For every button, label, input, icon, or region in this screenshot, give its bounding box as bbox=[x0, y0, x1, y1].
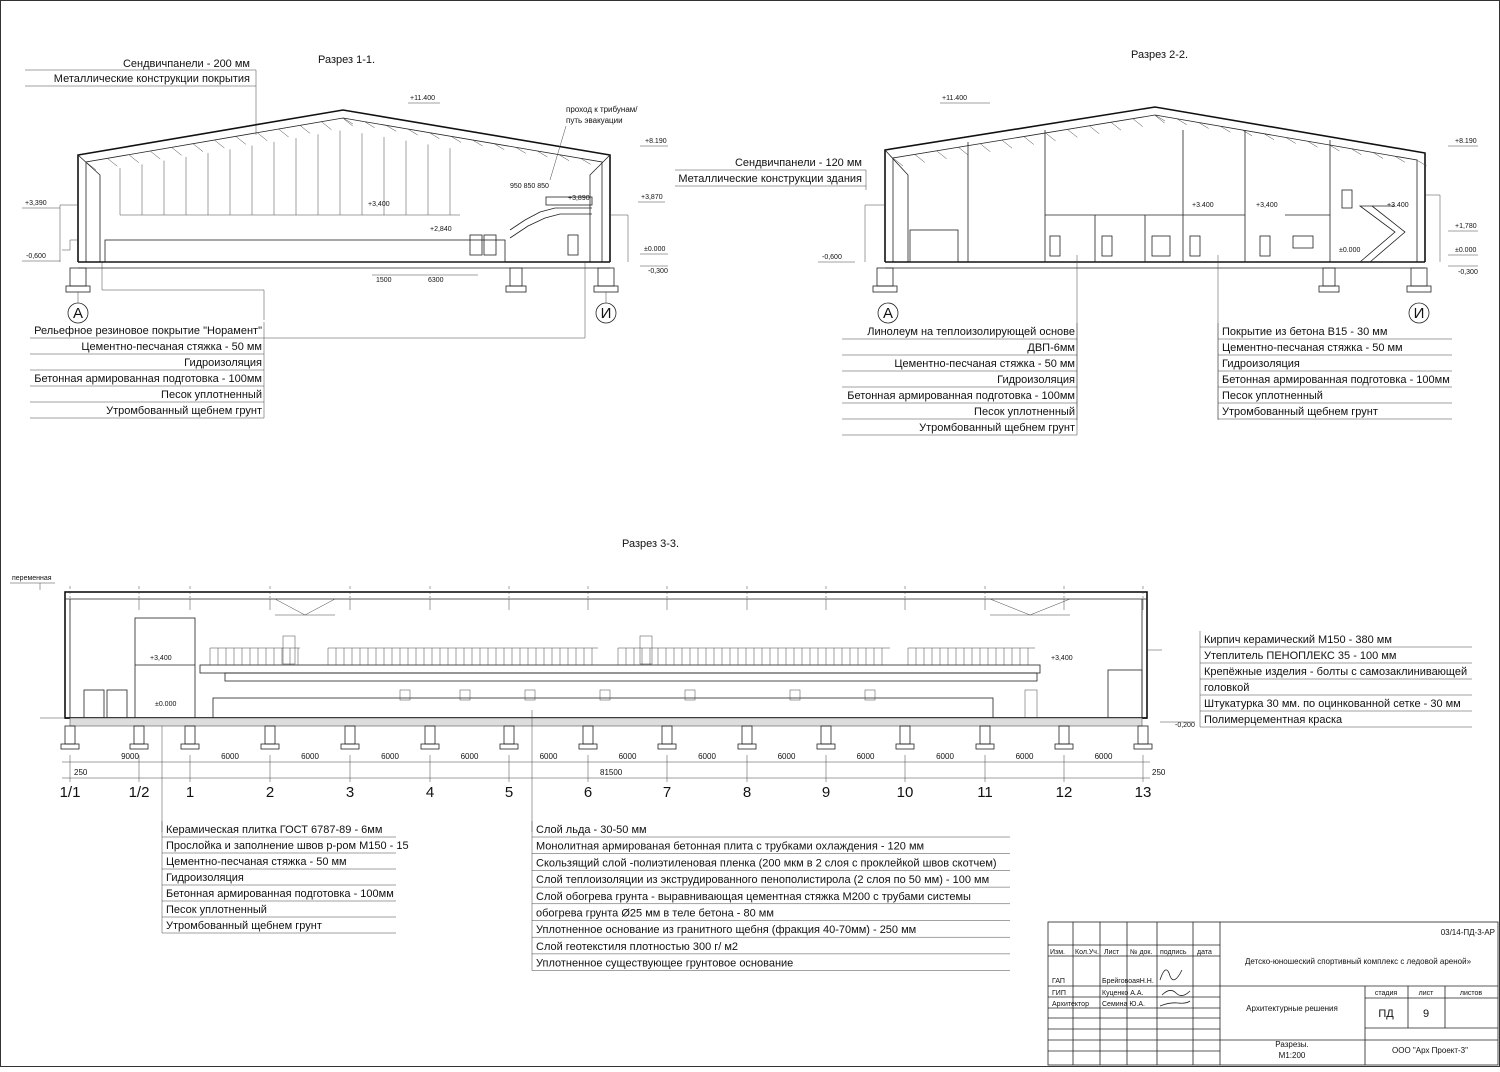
s1-dim-6300: 6300 bbox=[428, 277, 444, 284]
tb-sheet: 9 bbox=[1422, 1008, 1430, 1020]
s1-note-2: путь эвакуации bbox=[566, 116, 623, 125]
axis-a-s2: А bbox=[882, 305, 894, 322]
s3-floor-layer-6: Утромбованный щебнем грунт bbox=[166, 920, 322, 932]
s1-dim-1500: 1500 bbox=[376, 277, 392, 284]
s3-floor-layer-5: Песок уплотненный bbox=[166, 904, 267, 916]
tb-name-1: БрейговоаяН.Н. bbox=[1102, 978, 1154, 985]
s2-wall-label-1: Сендвичпанели - 120 мм bbox=[734, 157, 862, 169]
s3-axis-10: 9 bbox=[821, 784, 831, 801]
s3-level-0: ±0.000 bbox=[155, 701, 177, 708]
s3-dim-3: 6000 bbox=[381, 752, 399, 761]
s3-total-dim: 81500 bbox=[600, 768, 623, 777]
s3-ice-layer-2: Скользящий слой -полиэтиленовая пленка (200 мкм в 2 слоя с проклейкой швов скотчем) bbox=[536, 857, 997, 870]
s3-dim-12: 6000 bbox=[1094, 752, 1113, 761]
tb-h-sign: подпись bbox=[1160, 949, 1187, 956]
s3-level-3400a: +3,400 bbox=[150, 655, 172, 662]
s3-dim-6: 6000 bbox=[618, 752, 637, 761]
s3-axis-14: 13 bbox=[1134, 784, 1152, 801]
s3-axis-9: 8 bbox=[742, 784, 752, 801]
s2-floor-layer-b-3: Бетонная армированная подготовка - 100мм bbox=[1222, 374, 1450, 386]
s3-dim-8: 6000 bbox=[777, 752, 796, 761]
tb-drawing-1: Разрезы. bbox=[1275, 1040, 1309, 1049]
s3-ice-layer-5: обогрева грунта Ø25 мм в теле бетона - 80 мм bbox=[536, 907, 774, 920]
s3-ice-layer-1: Монолитная армированая бетонная плита с трубками охлаждения - 120 мм bbox=[536, 840, 925, 853]
s3-axis-13: 12 bbox=[1055, 784, 1073, 801]
tb-project: Детско-юношеский спортивный комплекс с ледовой ареной» bbox=[1244, 957, 1472, 966]
tb-name-2: Куценко А.А. bbox=[1102, 990, 1144, 997]
tb-h-doc: № док. bbox=[1130, 949, 1153, 956]
tb-sh-stage: стадия bbox=[1374, 990, 1398, 997]
tb-h-list: Лист bbox=[1104, 949, 1120, 956]
tb-h-kol: Кол.Уч. bbox=[1075, 949, 1099, 956]
s1-note-1: проход к трибунам/ bbox=[566, 105, 638, 114]
s2-level-3400c: +3.400 bbox=[1387, 202, 1409, 209]
signature-marks bbox=[1160, 970, 1190, 1006]
s3-dim-9: 6000 bbox=[856, 752, 875, 761]
s3-ice-layer-6: Уплотненное основание из гранитного щебня (фракция 40-70мм) - 250 мм bbox=[536, 924, 917, 937]
s2-floor-layer-b-0: Покрытие из бетона В15 - 30 мм bbox=[1222, 326, 1388, 338]
roof-label-2: Металлические конструкции покрытия bbox=[53, 73, 250, 85]
s3-ice-layer-8: Уплотненное существующее грунтовое основание bbox=[536, 957, 794, 970]
s3-dim-7: 6000 bbox=[698, 752, 716, 761]
section-1-title: Разрез 1-1. bbox=[318, 54, 376, 66]
s3-ice-layer-7: Слой геотекстиля плотностью 300 г/ м2 bbox=[536, 940, 739, 953]
s1-level-3890: +3,890 bbox=[568, 195, 590, 202]
s3-axis-12: 11 bbox=[977, 784, 993, 801]
tb-role-2: ГИП bbox=[1052, 990, 1066, 997]
s3-dim-1: 6000 bbox=[221, 752, 239, 761]
section-3-3 bbox=[10, 538, 1472, 971]
s1-level-8190: +8.190 bbox=[645, 138, 667, 145]
section-3-title: Разрез 3-3. bbox=[622, 538, 680, 550]
s2-floor-layer-a-4: Бетонная армированная подготовка - 100мм bbox=[847, 390, 1075, 402]
s3-axis-6: 5 bbox=[504, 784, 514, 801]
s3-axis-7: 6 bbox=[583, 784, 593, 801]
s2-level-3400a: +3.400 bbox=[1192, 202, 1214, 209]
s2-level-minus03: -0,300 bbox=[1458, 269, 1478, 276]
tb-sh-sheet: лист bbox=[1418, 990, 1434, 997]
axis-i-s2: И bbox=[1413, 305, 1425, 322]
s3-top-label: переменная bbox=[12, 575, 52, 582]
s3-axis-4: 3 bbox=[345, 784, 355, 801]
s3-wall-layer-0: Кирпич керамический М150 - 380 мм bbox=[1204, 634, 1392, 646]
s1-floor-layer-5: Утромбованный щебнем грунт bbox=[106, 405, 262, 417]
s2-floor-layer-a-2: Цементно-песчаная стяжка - 50 мм bbox=[894, 358, 1075, 370]
s3-wall-layer-4: Штукатурка 30 мм. по оцинкованной сетке - 30 мм bbox=[1204, 698, 1461, 710]
s3-dim-4: 6000 bbox=[460, 752, 479, 761]
s2-floor-layer-b-4: Песок уплотненный bbox=[1222, 390, 1323, 402]
s3-floor-layer-1: Прослойка и заполнение швов р-ром М150 - 15 bbox=[166, 840, 409, 852]
s2-level-minus06: -0,600 bbox=[822, 254, 842, 261]
s1-floor-layer-2: Гидроизоляция bbox=[184, 357, 262, 369]
s2-wall-label-2: Металлические конструкции здания bbox=[678, 173, 862, 185]
tb-stage: ПД bbox=[1378, 1008, 1394, 1020]
s3-dim-2: 6000 bbox=[301, 752, 319, 761]
s1-level-3870: +3,870 bbox=[641, 194, 663, 201]
s3-axis-0: 1/1 bbox=[59, 784, 81, 801]
s3-dim-0: 9000 bbox=[121, 752, 139, 761]
axis-i-s1: И bbox=[600, 305, 612, 322]
s3-wall-layer-1: Утеплитель ПЕНОПЛЕКС 35 - 100 мм bbox=[1204, 650, 1397, 662]
tb-h-izm: Изм. bbox=[1050, 949, 1065, 956]
s2-level-0a: ±0.000 bbox=[1339, 247, 1361, 254]
s3-axis-2: 1 bbox=[185, 784, 195, 801]
s1-dims-top: 950 850 850 bbox=[510, 183, 549, 190]
tb-section: Архитектурные решения bbox=[1246, 1004, 1338, 1013]
s3-dim-5: 6000 bbox=[539, 752, 558, 761]
s3-dim-10: 6000 bbox=[936, 752, 954, 761]
roof-label-1: Сендвичпанели - 200 мм bbox=[122, 58, 250, 70]
s3-floor-layer-2: Цементно-песчаная стяжка - 50 мм bbox=[166, 856, 347, 868]
tb-company: ООО "Арх Проект-3" bbox=[1392, 1046, 1468, 1055]
s3-edge-dim-right: 250 bbox=[1152, 768, 1166, 777]
s1-level-minus06: -0,600 bbox=[26, 253, 46, 260]
s3-wall-layer-2: Крепёжные изделия - болты с самозаклинивающей bbox=[1204, 666, 1468, 678]
tb-role-1: ГАП bbox=[1052, 978, 1065, 985]
s1-floor-layer-0: Рельефное резиновое покрытие "Норамент" bbox=[34, 325, 262, 337]
s3-axis-3: 2 bbox=[265, 784, 275, 801]
tb-code: 03/14-ПД-3-АР bbox=[1440, 928, 1495, 937]
s2-level-0b: ±0.000 bbox=[1455, 247, 1477, 254]
section-1-1 bbox=[22, 54, 668, 418]
s3-wall-layer-5: Полимерцементная краска bbox=[1204, 714, 1343, 726]
s2-level-top: +11.400 bbox=[942, 95, 967, 102]
s3-ice-layer-4: Слой обогрева грунта - выравнивающая цементная стяжка М200 с трубами системы bbox=[536, 890, 971, 903]
s2-level-8190: +8.190 bbox=[1455, 138, 1477, 145]
tb-role-3: Архитектор bbox=[1052, 1001, 1089, 1008]
s2-floor-layer-b-5: Утромбованный щебнем грунт bbox=[1222, 406, 1378, 418]
s2-floor-layer-a-3: Гидроизоляция bbox=[997, 374, 1075, 386]
s3-axis-1: 1/2 bbox=[128, 784, 150, 801]
s3-axis-5: 4 bbox=[425, 784, 435, 801]
s3-floor-layer-4: Бетонная армированная подготовка - 100мм bbox=[166, 888, 394, 900]
s1-level-top: +11.400 bbox=[410, 95, 435, 102]
s1-level-minus03: -0,300 bbox=[648, 268, 668, 275]
s3-wall-layer-3: головкой bbox=[1204, 682, 1250, 694]
s3-axis-11: 10 bbox=[896, 784, 914, 801]
title-block bbox=[1048, 922, 1498, 1065]
s3-ice-layer-0: Слой льда - 30-50 мм bbox=[536, 824, 647, 836]
tb-h-date: дата bbox=[1197, 949, 1212, 956]
s1-floor-layer-3: Бетонная армированная подготовка - 100мм bbox=[34, 373, 262, 385]
s3-floor-layer-3: Гидроизоляция bbox=[166, 872, 244, 884]
s2-floor-layer-b-2: Гидроизоляция bbox=[1222, 358, 1300, 370]
s3-level-minus02: -0,200 bbox=[1175, 722, 1195, 729]
axis-a-s1: А bbox=[72, 305, 84, 322]
s1-level-3400: +3,400 bbox=[368, 201, 390, 208]
section-2-2 bbox=[675, 49, 1478, 435]
s3-edge-dim-left: 250 bbox=[74, 768, 88, 777]
s2-floor-layer-a-6: Утромбованный щебнем грунт bbox=[919, 422, 1075, 434]
s2-floor-layer-a-1: ДВП-6мм bbox=[1027, 342, 1075, 354]
s2-level-3400b: +3,400 bbox=[1256, 202, 1278, 209]
s2-floor-layer-a-5: Песок уплотненный bbox=[974, 406, 1075, 418]
s1-level-3390: +3,390 bbox=[25, 200, 47, 207]
tb-drawing-2: М1:200 bbox=[1278, 1051, 1306, 1060]
s3-axis-8: 7 bbox=[662, 784, 672, 801]
s1-floor-layer-4: Песок уплотненный bbox=[161, 389, 262, 401]
s3-dim-11: 6000 bbox=[1015, 752, 1034, 761]
s2-floor-layer-b-1: Цементно-песчаная стяжка - 50 мм bbox=[1222, 342, 1403, 354]
s1-level-0: ±0.000 bbox=[644, 246, 666, 253]
s2-level-1780: +1,780 bbox=[1455, 223, 1477, 230]
s2-floor-layer-a-0: Линолеум на теплоизолирующей основе bbox=[867, 326, 1075, 338]
s3-ice-layer-3: Слой теплоизоляции из экструдированного пенополистирола (2 слоя по 50 мм) - 100 мм bbox=[536, 874, 990, 887]
section-2-title: Разрез 2-2. bbox=[1131, 49, 1189, 61]
s1-level-2840: +2,840 bbox=[430, 226, 452, 233]
s3-level-3400b: +3,400 bbox=[1051, 655, 1073, 662]
s3-floor-layer-0: Керамическая плитка ГОСТ 6787-89 - 6мм bbox=[166, 824, 383, 836]
tb-sh-sheets: листов bbox=[1459, 990, 1483, 997]
tb-name-3: Семина Ю.А. bbox=[1102, 1001, 1146, 1008]
s1-floor-layer-1: Цементно-песчаная стяжка - 50 мм bbox=[81, 341, 262, 353]
